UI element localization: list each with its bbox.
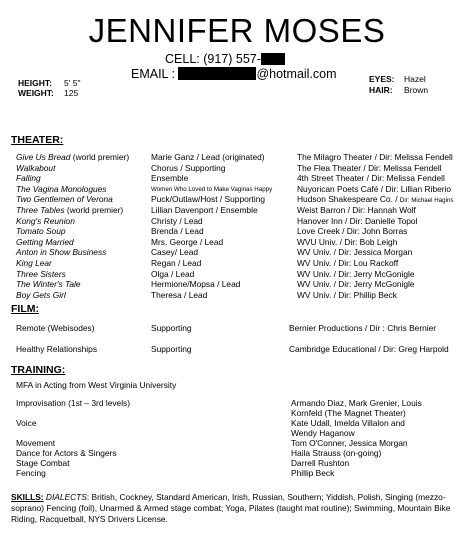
theater-row [0,163,474,174]
training-teacher: Kornfeld (The Magnet Theater) [291,408,406,418]
theater-row [0,184,474,195]
training-teacher: Darrell Rushton [291,458,350,468]
hair-value: Brown [404,85,429,95]
theater-title: Boy Gets Girl [16,289,66,300]
theater-row [0,247,474,258]
theater-venue: WV Univ. / Dir: Phillip Beck [297,289,397,300]
theater-venue: 4th Street Theater / Dir: Melissa Fendell [297,173,445,184]
theater-role: Chorus / Supporting [151,162,226,173]
theater-role: Women Who Loved to Make Vaginas Happy [151,185,273,193]
skills-text: : British, Cockney, Standard American, Irish, Russian, Southern; Yiddish, Polish, Singing (mezzo-soprano) Fencing (foil), Unarmed & Armed stage combat; Yoga, Pilates (taught mat routine); Swimming, Mountain Bike Riding, Racquetball, NYS Drivers License. [11,492,451,524]
email-prefix: EMAIL : [131,67,179,81]
theater-title: Getting Married [16,236,74,247]
theater-title: Anton in Show Business [16,247,107,258]
training-heading: TRAINING: [11,364,66,376]
training-dance: Dance for Actors & Singers [16,448,117,458]
theater-row [0,290,474,301]
theater-title: King Lear [16,258,52,268]
training-movement: Movement [16,438,56,448]
weight-value: 125 [64,88,79,98]
theater-role: Theresa / Lead [151,289,208,300]
height-value: 5' 5" [64,78,81,88]
film-venue: Cambridge Educational / Dir: Greg Harpold [289,344,449,354]
theater-row [0,173,474,184]
training-stage-combat: Stage Combat [16,458,70,468]
skills-label: SKILLS [11,492,41,502]
theater-role: Hermione/Mopsa / Lead [151,279,241,290]
dialects-label: DIALECTS [45,492,87,502]
training-voice: Voice [16,418,37,428]
theater-role: Puck/Outlaw/Host / Supporting [151,194,266,205]
theater-title: Falling [16,173,41,184]
theater-row [0,194,474,205]
training-teacher: Haila Strauss (on-going) [291,448,382,458]
redacted-email [178,67,256,80]
redacted-phone [261,53,285,65]
theater-title: Tomato Soup [16,226,66,237]
theater-venue: WV Univ. / Dir: Lou Rackoff [297,258,399,268]
training-teacher: Wendy Haganow [291,428,355,438]
theater-role: Christy / Lead [151,215,203,226]
film-venue: Bernier Productions / Dir : Chris Bernier [289,323,437,333]
theater-venue: Weist Barron / Dir: Hannah Wolf [297,205,416,215]
theater-role: Casey/ Lead [151,247,199,258]
theater-role: Ensemble [151,173,189,184]
cell-line [165,52,285,67]
cell-text: CELL: (917) 557- [165,52,261,66]
weight-label: WEIGHT: [18,88,54,98]
theater-title: Two Gentlemen of Verona [16,194,113,205]
film-role: Supporting [151,344,192,354]
eyes-value: Hazel [404,74,426,84]
email-line [131,67,337,82]
film-title: Remote (Webisodes) [16,323,95,333]
resume-name: JENNIFER MOSES [88,12,386,49]
weight-row [18,88,54,98]
theater-venue: WVU Univ. / Dir: Bob Leigh [297,236,398,247]
theater-row [0,279,474,290]
theater-role: Regan / Lead [151,258,202,268]
theater-row [0,205,474,216]
theater-venue: WV Univ. / Dir: Jerry McGonigle [297,268,415,279]
theater-row [0,226,474,237]
training-teacher: Phillip Beck [291,468,335,478]
training-improv: Improvisation (1st – 3rd levels) [16,398,131,408]
theater-row [0,258,474,269]
hair-label: HAIR: [369,85,393,95]
theater-venue: WV Univ. / Dir: Jerry McGonigle [297,279,415,290]
theater-title: Three Tables (world premier) [16,205,124,215]
film-heading: FILM: [11,303,39,315]
theater-role: Marie Ganz / Lead (originated) [151,152,265,162]
theater-row [0,152,474,163]
height-label: HEIGHT: [18,78,52,88]
theater-venue: Nuyorican Poets Café / Dir: Lillian Riberio [297,183,452,194]
theater-row [0,216,474,227]
training-teacher: Tom O'Conner, Jessica Morgan [291,438,408,448]
theater-title: Give Us Bread (world premier) [16,152,130,162]
theater-row [0,237,474,248]
theater-title: Kong's Reunion [16,215,75,226]
theater-row [0,269,474,280]
theater-role: Lillian Davenport / Ensemble [151,205,258,215]
theater-title: Three Sisters [16,268,66,279]
height-row [18,78,52,88]
theater-heading: THEATER: [11,134,64,146]
theater-title: The Vagina Monologues [16,183,107,194]
theater-venue: Hudson Shakespeare Co. / Dir: Michael Hagins [297,194,454,205]
theater-role: Mrs. George / Lead [151,236,224,247]
theater-venue: The Flea Theater / Dir: Melissa Fendell [297,162,442,173]
email-suffix: @hotmail.com [256,67,337,81]
training-fencing: Fencing [16,468,46,478]
theater-venue: Love Creek / Dir: John Borras [297,226,408,237]
skills-paragraph: SKILLS: DIALECTS: British, Cockney, Standard American, Irish, Russian, Southern; Yiddish, Polish, Singing (mezzo-soprano) Fencing (foil), Unarmed & Armed stage combat; Yoga, Pilates (taught mat routine); Swimming, Mountain Bike Riding, Racquetball, NYS Drivers License. [11,492,451,524]
theater-title: Walkabout [16,162,56,173]
film-title: Healthy Relationships [16,344,98,354]
theater-venue: WV Univ. / Dir: Jessica Morgan [297,247,413,258]
theater-title: The Winter's Tale [16,279,81,290]
training-teacher: Armando Diaz, Mark Grenier, Louis [291,398,422,408]
film-role: Supporting [151,323,192,333]
theater-role: Olga / Lead [151,268,195,279]
theater-venue: The Milagro Theater / Dir: Melissa Fendell [297,152,453,162]
theater-venue: Hanover Inn / Dir: Danielle Topol [297,215,418,226]
eyes-label: EYES: [369,74,395,84]
training-teacher: Kate Udall, Imelda Villalon and [291,418,405,428]
theater-role: Brenda / Lead [151,226,204,237]
